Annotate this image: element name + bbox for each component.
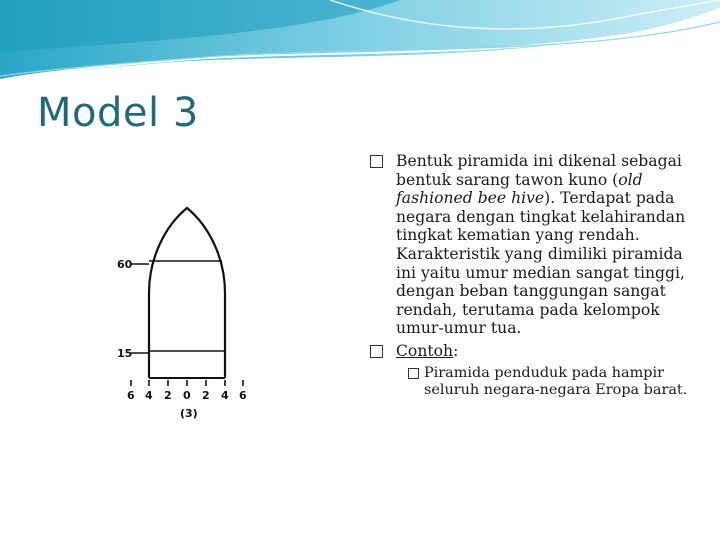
bullet1-text-italic: old fashioned bee hive [396,170,643,208]
content-text [370,152,690,399]
x-tick-4-left: 4 [145,389,153,402]
contoh-suffix: : [453,341,459,360]
header-wave-decoration [0,0,720,95]
bullet-box-icon [370,155,383,168]
x-tick-0: 0 [183,389,191,402]
sub-bullet-box-icon [408,368,419,379]
sub-bullet-example [370,365,690,399]
beehive-pyramid-diagram [100,198,290,448]
x-tick-marks [131,380,243,386]
bullet-contoh [370,342,690,361]
x-tick-4-right: 4 [221,389,229,402]
sub-bullet-text: Piramida penduduk pada hampir seluruh negara-negara Eropa barat. [424,364,688,398]
x-tick-2-right: 2 [202,389,210,402]
slide-title: Model 3 [37,90,199,136]
pyramid-figure [100,198,290,448]
x-tick-2-left: 2 [164,389,172,402]
x-tick-6-left: 6 [127,389,135,402]
y-tick-60: 60 [117,258,133,271]
bullet1-text-a: Bentuk piramida ini dikenal sebagai bentuk sarang tawon kuno ( [396,152,682,189]
contoh-label: Contoh [396,341,454,360]
bullet1-text-b: ). Terdapat pada negara dengan tingkat kelahirandan tingkat kematian yang rendah. Karakteristik yang dimiliki piramida ini yaitu umur median sangat tinggi, dengan beban tanggungan sangat rendah, terutama pada kelompok umur-umur tua. [396,189,686,338]
bullet-box-icon [370,345,383,358]
pyramid-outline [149,208,225,378]
y-tick-15: 15 [117,347,133,360]
x-tick-6-right: 6 [239,389,247,402]
figure-caption: (3) [180,407,198,420]
bullet-description [370,152,690,338]
